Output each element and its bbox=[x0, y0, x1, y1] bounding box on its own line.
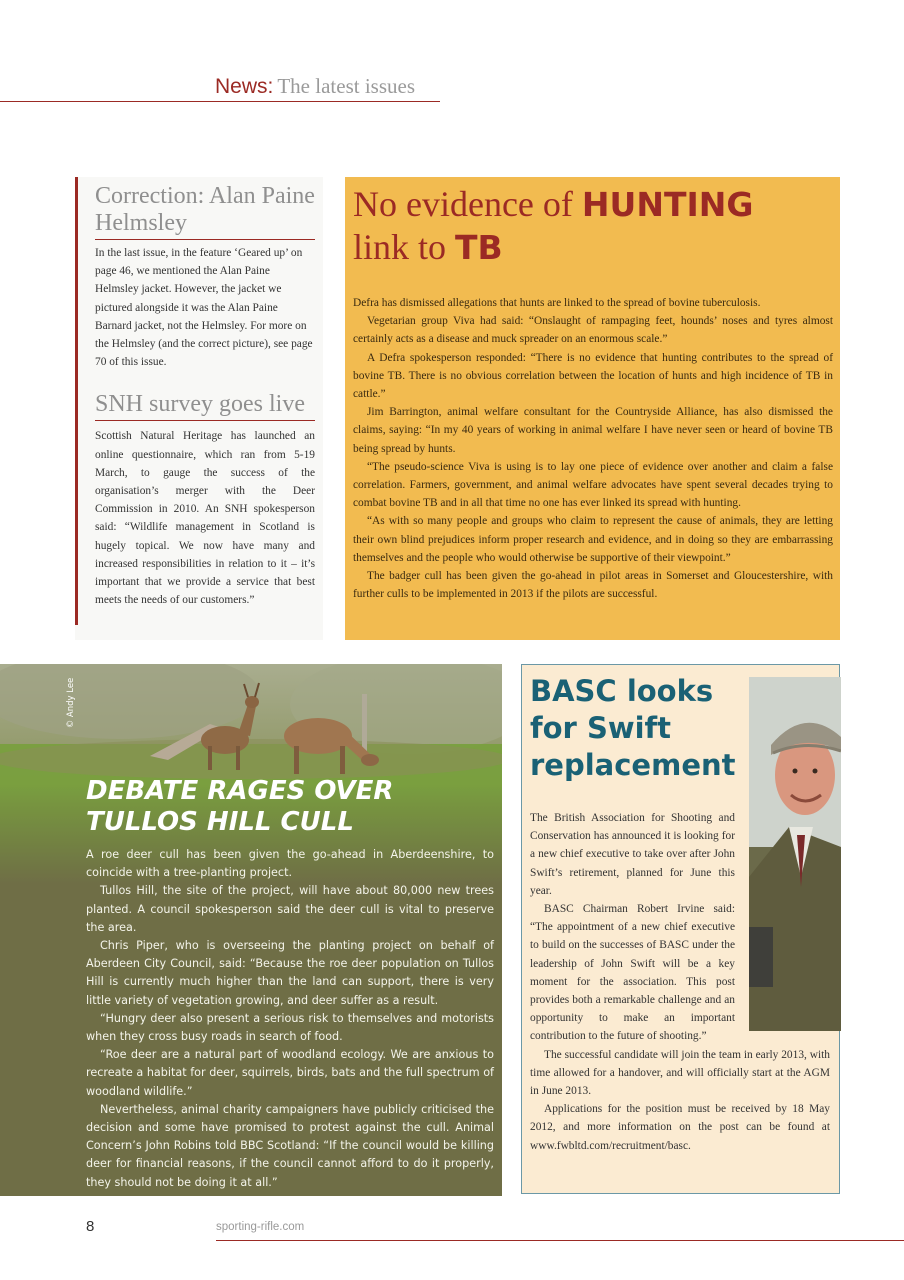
basc-body bbox=[530, 809, 830, 1155]
tullos-paragraph: “Roe deer are a natural part of woodland ecology. We are anxious to recreate a habitat for deer, squirrels, birds, bats and the full spectrum of woodland wildlife.” bbox=[86, 1048, 494, 1098]
hunting-article bbox=[345, 177, 840, 640]
correction-body: In the last issue, in the feature ‘Geared up’ on page 46, we mentioned the Alan Paine Helmsley jacket. However, the jacket we pictured alongside it was the Alan Paine Barnard jacket, not the Helmsley. For more on the Helmsley (and the correct picture), see page 70 of this issue. bbox=[95, 247, 313, 369]
header-rule bbox=[0, 101, 440, 102]
section-label: News: bbox=[215, 75, 274, 98]
hunting-body bbox=[353, 294, 833, 603]
correction-rule bbox=[95, 239, 315, 240]
basc-paragraph: BASC Chairman Robert Irvine said: “The appointment of a new chief executive to build on the successes of BASC under the leadership of John Swift will be a key moment for the association. This post provides both a remarkable challenge and an opportunity to make an important contribution to the future of shooting.” bbox=[530, 903, 735, 1043]
hunting-paragraph: “As with so many people and groups who claim to represent the cause of animals, they are letting their own blind prejudices inform proper research and evidence, and in doing so they are embarrassing themselves and the people who would otherwise be supportive of their viewpoint.” bbox=[353, 515, 833, 564]
tullos-paragraph: A roe deer cull has been given the go-ahead in Aberdeenshire, to coincide with a tree-planting project. bbox=[86, 848, 494, 880]
snh-title: SNH survey goes live bbox=[95, 391, 305, 418]
hunting-headline-bold1: HUNTING bbox=[581, 185, 754, 224]
hunting-headline-part2: link to bbox=[353, 227, 456, 267]
section-header bbox=[0, 72, 440, 104]
sidebar-news-box bbox=[75, 177, 323, 640]
hunting-paragraph: Defra has dismissed allegations that hunts are linked to the spread of bovine tuberculosis. bbox=[353, 297, 761, 309]
sidebar-accent-bar bbox=[75, 177, 78, 625]
hunting-paragraph: Vegetarian group Viva had said: “Onslaught of rampaging feet, hounds’ noses and tyres almost certainly acts as a disease and muck spreader on an enormous scale.” bbox=[353, 315, 833, 346]
tullos-paragraph: Nevertheless, animal charity campaigners have publicly criticised the decision and some have promised to protest against the cull. Animal Concern’s John Robins told BBC Scotland: “If the council would be killing deer for financial reasons, if the council cannot afford to do it properly, they should not be doing it at all.” bbox=[86, 1102, 494, 1189]
basc-headline-line3: replacement bbox=[530, 748, 736, 782]
tullos-body bbox=[86, 846, 494, 1192]
basc-paragraph: The successful candidate will join the team in early 2013, with time allowed for a handover, and will officially start at the AGM in June 2013. bbox=[530, 1048, 830, 1098]
photo-credit bbox=[64, 672, 78, 742]
basc-article bbox=[521, 664, 840, 1194]
basc-headline-line2: for Swift bbox=[530, 711, 672, 745]
website-url: sporting-rifle.com bbox=[216, 1221, 305, 1233]
footer-rule bbox=[216, 1240, 904, 1241]
hunting-headline-part1: No evidence of bbox=[353, 184, 582, 224]
hunting-paragraph: Jim Barrington, animal welfare consultant for the Countryside Alliance, has also dismissed the claims, saying: “In my 40 years of working in animal welfare I have never seen or heard of bovine TB being spread by hunts. bbox=[353, 406, 833, 455]
hunting-headline-bold2: TB bbox=[455, 228, 503, 267]
basc-paragraph: Applications for the position must be received by 18 May 2012, and more information on the post can be found at www.fwbltd.com/recruitment/basc. bbox=[530, 1103, 830, 1152]
tullos-headline-line2: TULLOS HILL CULL bbox=[86, 807, 354, 837]
page-number: 8 bbox=[86, 1218, 95, 1235]
snh-body: Scottish Natural Heritage has launched an online questionnaire, which ran from 5-19 March, to gauge the success of the organisation’s merger with the Deer Commission in 2010. An SNH spokesperson said: “Wildlife management in Scotland is hugely topical. We now have many and increased responsibilities in relation to it – it’s important that we provide a service that best meets the needs of our customers.” bbox=[95, 430, 315, 607]
basc-headline bbox=[530, 673, 750, 784]
hunting-headline bbox=[353, 183, 833, 269]
photo-credit-text: © Andy Lee bbox=[66, 677, 76, 729]
tullos-article bbox=[0, 664, 502, 1196]
section-subtitle: The latest issues bbox=[277, 74, 415, 98]
hunting-paragraph: The badger cull has been given the go-ahead in pilot areas in Somerset and Gloucestershire, with further culls to be implemented in 2013 if the pilots are successful. bbox=[353, 570, 833, 601]
basc-paragraph: The British Association for Shooting and Conservation has announced it is looking for a new chief executive to take over after John Swift’s retirement, planned for June this year. bbox=[530, 812, 735, 897]
tullos-paragraph: “Hungry deer also present a serious risk to themselves and motorists when they cross busy roads in search of food. bbox=[86, 1011, 494, 1044]
section-title bbox=[215, 74, 415, 99]
hunting-paragraph: A Defra spokesperson responded: “There is no evidence that hunting contributes to the spread of bovine TB. There is no obvious correlation between the location of hunts and high incidence of TB in cattle.” bbox=[353, 351, 833, 401]
tullos-paragraph: Chris Piper, who is overseeing the planting project on behalf of Aberdeen City Council, said: “Because the roe deer population on Tullos Hill is currently much higher than the land can support, there is very little variety of vegetation growing, and deer suffer as a result. bbox=[86, 939, 494, 1007]
hunting-paragraph: “The pseudo-science Viva is using is to lay one piece of evidence over another and claim a false correlation. Farmers, government, and animal welfare advocates have spent several decades trying to combat bovine TB and in all that time no one has ever linked its spread with hunting. bbox=[353, 460, 833, 510]
correction-title: Correction: Alan Paine Helmsley bbox=[95, 183, 315, 236]
tullos-headline-line1: DEBATE RAGES OVER bbox=[86, 776, 394, 806]
tullos-paragraph: Tullos Hill, the site of the project, will have about 80,000 new trees planted. A council spokesperson said the deer cull is vital to preserve the area. bbox=[86, 884, 494, 934]
basc-headline-line1: BASC looks bbox=[530, 674, 714, 708]
tullos-headline bbox=[86, 776, 486, 838]
snh-rule bbox=[95, 420, 315, 421]
